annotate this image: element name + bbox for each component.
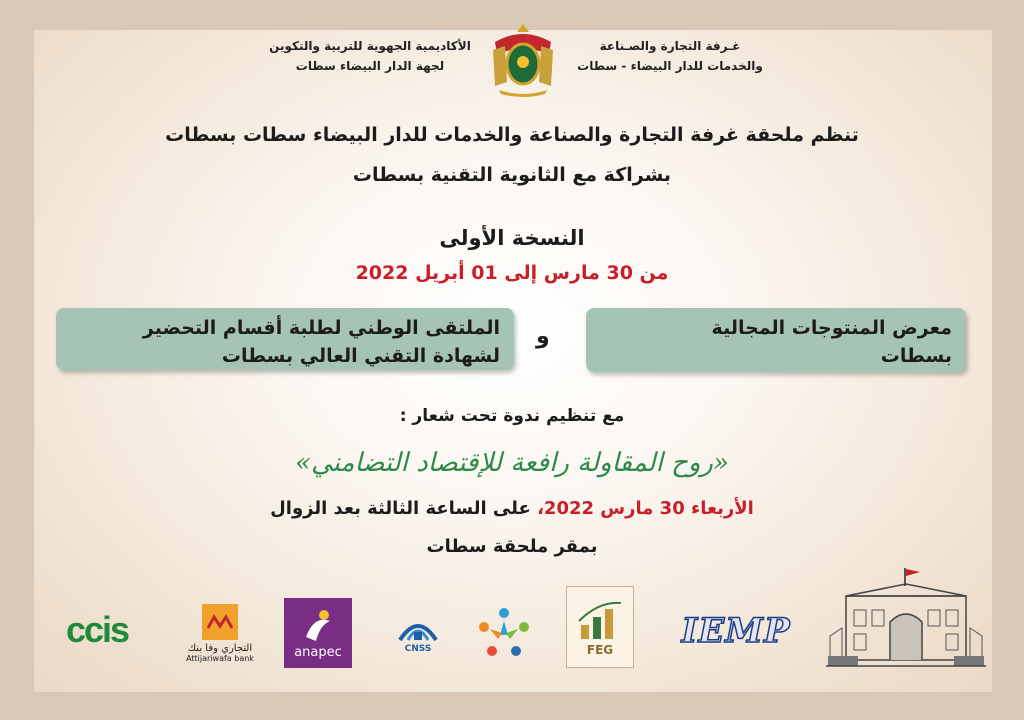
anapec-figure-icon xyxy=(298,607,338,645)
feg-chart-icon xyxy=(575,597,625,643)
cnss-logo: CNSS xyxy=(390,602,446,662)
symposium-slogan: «روح المقاولة رافعة للإقتصاد التضامني» xyxy=(295,448,729,478)
attijariwafa-name-en: Attijariwafa bank xyxy=(186,653,254,663)
partner-star-logo xyxy=(472,604,536,660)
attijariwafa-name-ar: التجاري وفا بنك xyxy=(187,642,253,654)
products-fair-line2: بسطات xyxy=(880,345,952,367)
event-box-products-fair xyxy=(586,308,966,372)
symposium-intro: مع تنظيم ندوة تحت شعار : xyxy=(399,406,625,426)
intro-line1: تنظم ملحقة غرفة التجارة والصناعة والخدمات للدار البيضاء سطات بسطات xyxy=(165,124,859,146)
chamber-name-line2: والخدمات للدار البيضاء - سطات xyxy=(577,59,763,73)
feg-logo: FEG xyxy=(566,586,634,668)
iemp-logo: IEMP xyxy=(681,611,791,651)
chamber-building-illustration xyxy=(826,566,986,672)
events-connector: و xyxy=(536,324,550,349)
schedule-date: الأربعاء 30 مارس 2022، xyxy=(537,498,754,519)
academy-header xyxy=(255,36,485,76)
academy-name-line1: الأكاديمية الجهوية للتربية والتكوين xyxy=(269,39,471,53)
national-forum-line1: الملتقى الوطني لطلبة أقسام التحضير xyxy=(142,317,500,339)
edition-title: النسخة الأولى xyxy=(439,226,585,250)
anapec-logo: anapec xyxy=(284,598,352,668)
chamber-header xyxy=(560,36,780,76)
schedule-time: على الساعة الثالثة بعد الزوال xyxy=(270,498,531,519)
schedule-place: بمقر ملحقة سطات xyxy=(426,536,598,557)
cnss-building-icon xyxy=(396,610,440,644)
coat-of-arms-icon xyxy=(485,20,561,100)
attijariwafa-mark-icon xyxy=(202,604,238,640)
academy-name-line2: لجهة الدار البيضاء سطات xyxy=(295,59,445,73)
products-fair-line1: معرض المنتوجات المجالية xyxy=(711,317,952,339)
event-dates: من 30 مارس إلى 01 أبريل 2022 xyxy=(355,262,669,284)
people-star-icon xyxy=(474,605,534,659)
schedule-line xyxy=(0,498,1024,519)
event-box-national-forum xyxy=(56,308,514,370)
attijariwafa-logo xyxy=(176,598,264,668)
national-forum-line2: لشهادة التقني العالي بسطات xyxy=(221,345,500,367)
intro-line2: بشراكة مع الثانوية التقنية بسطات xyxy=(352,164,672,186)
ccis-logo: ccis xyxy=(65,609,129,650)
chamber-name-line1: غـرفة التجارة والصـناعة xyxy=(599,39,741,53)
